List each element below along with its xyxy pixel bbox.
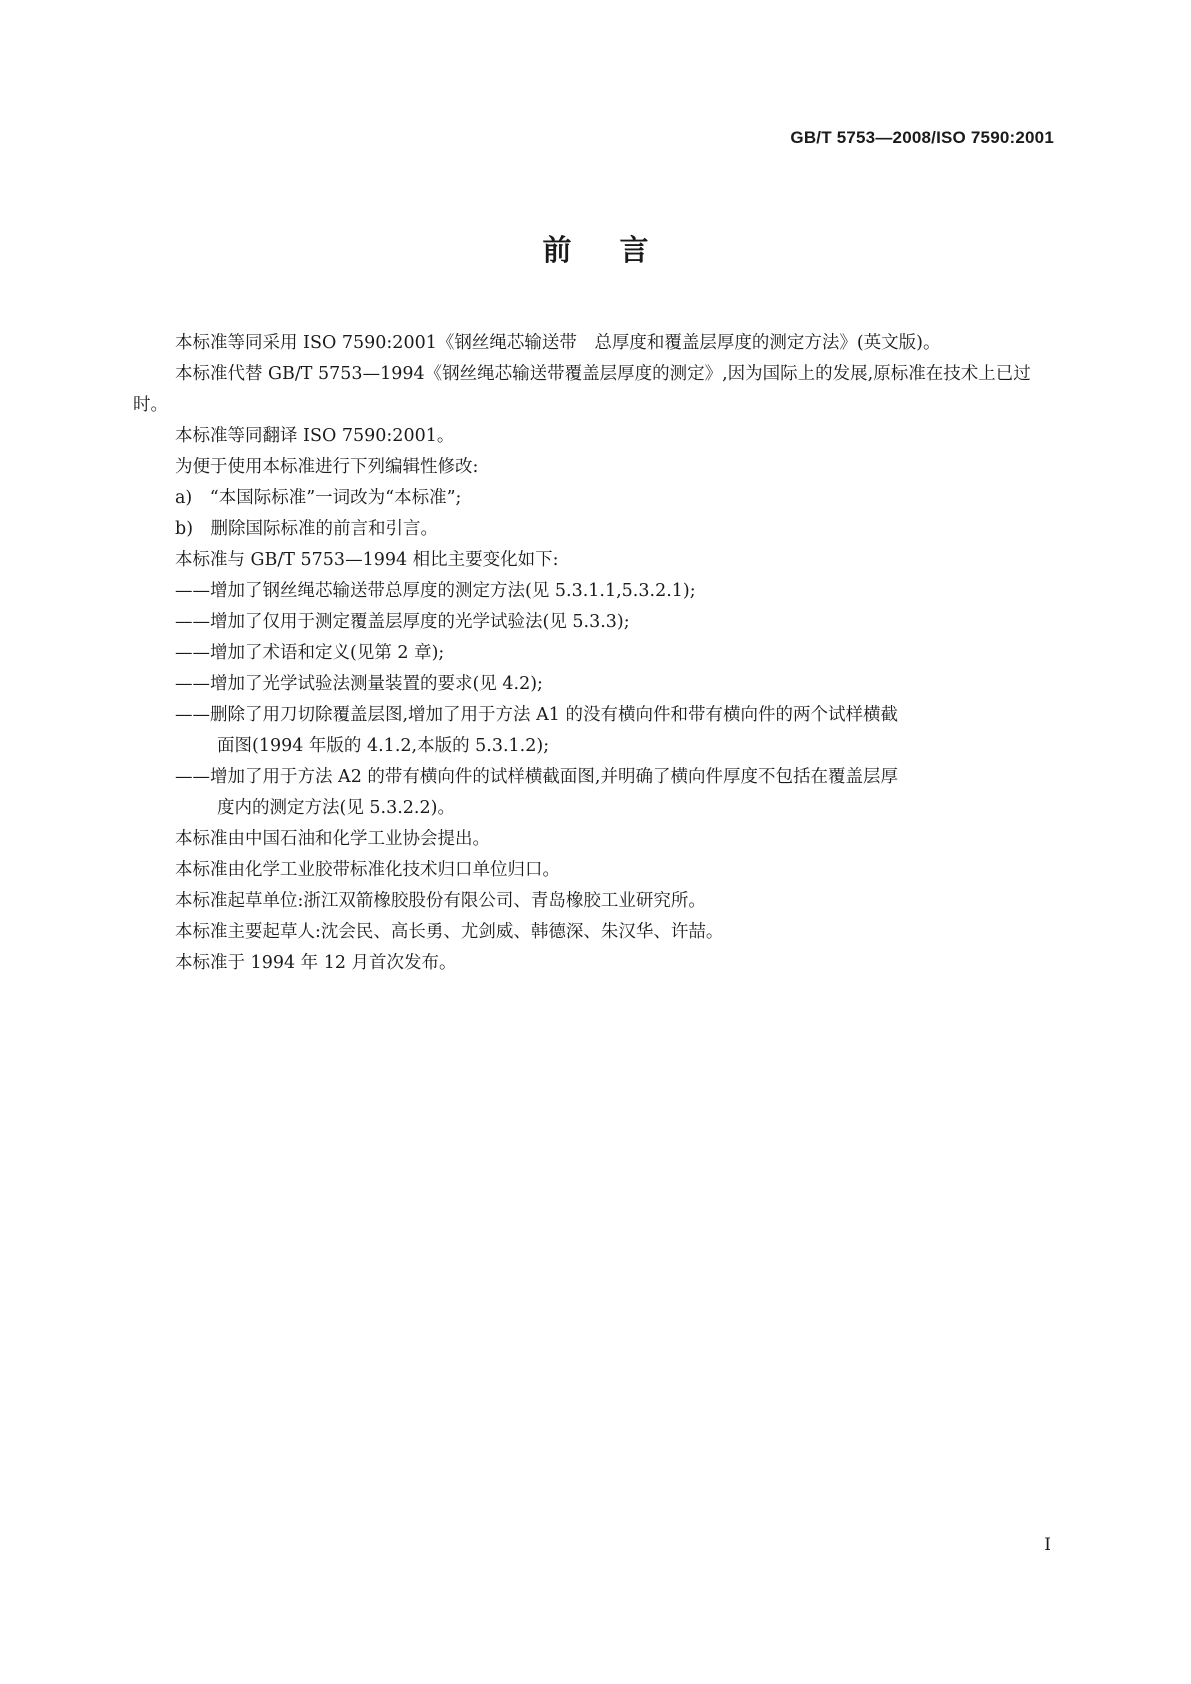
change-item	[133, 576, 1054, 607]
change-text: ——增加了仅用于测定覆盖层厚度的光学试验法(见 5.3.3);	[175, 612, 630, 632]
change-item	[133, 700, 1054, 762]
standard-number: GB/T 5753—2008/ISO 7590:2001	[790, 128, 1054, 147]
paragraph: 本标准于 1994 年 12 月首次发布。	[175, 953, 457, 973]
paragraph: 本标准由化学工业胶带标准化技术归口单位归口。	[175, 860, 560, 880]
paragraph: 本标准等同翻译 ISO 7590:2001。	[175, 426, 455, 446]
change-text: ——增加了钢丝绳芯输送带总厚度的测定方法(见 5.3.1.1,5.3.2.1);	[175, 581, 696, 601]
paragraph: 本标准由中国石油和化学工业协会提出。	[175, 829, 490, 849]
change-text: ——增加了光学试验法测量装置的要求(见 4.2);	[175, 674, 543, 694]
change-item	[133, 762, 1054, 824]
page-number: I	[1044, 1535, 1051, 1555]
document-body	[133, 328, 1054, 979]
change-text: ——删除了用刀切除覆盖层图,增加了用于方法 A1 的没有横向件和带有横向件的两个试样横截	[175, 705, 898, 725]
paragraph: 为便于使用本标准进行下列编辑性修改:	[175, 457, 479, 477]
paragraph: 本标准等同采用 ISO 7590:2001《钢丝绳芯输送带 总厚度和覆盖层厚度的测定方法》(英文版)。	[175, 333, 941, 353]
paragraph: 本标准起草单位:浙江双箭橡胶股份有限公司、青岛橡胶工业研究所。	[175, 891, 706, 911]
paragraph: 本标准代替 GB/T 5753—1994《钢丝绳芯输送带覆盖层厚度的测定》,因为国际上的发展,原标准在技术上已过时。	[133, 364, 1031, 415]
change-item	[133, 607, 1054, 638]
change-item	[133, 669, 1054, 700]
change-text-continued: 度内的测定方法(见 5.3.2.2)。	[217, 798, 455, 818]
page-title: 前言	[542, 233, 697, 267]
change-text-continued: 面图(1994 年版的 4.1.2,本版的 5.3.1.2);	[217, 736, 550, 756]
edit-item: a) “本国际标准”一词改为“本标准”;	[175, 488, 462, 508]
change-text: ——增加了用于方法 A2 的带有横向件的试样横截面图,并明确了横向件厚度不包括在覆盖层厚	[175, 767, 898, 787]
change-item	[133, 638, 1054, 669]
change-text: ——增加了术语和定义(见第 2 章);	[175, 643, 445, 663]
paragraph: 本标准主要起草人:沈会民、高长勇、尤剑威、韩德深、朱汉华、许喆。	[175, 922, 724, 942]
changes-intro: 本标准与 GB/T 5753—1994 相比主要变化如下:	[175, 550, 559, 570]
edit-item: b) 删除国际标准的前言和引言。	[175, 519, 439, 539]
